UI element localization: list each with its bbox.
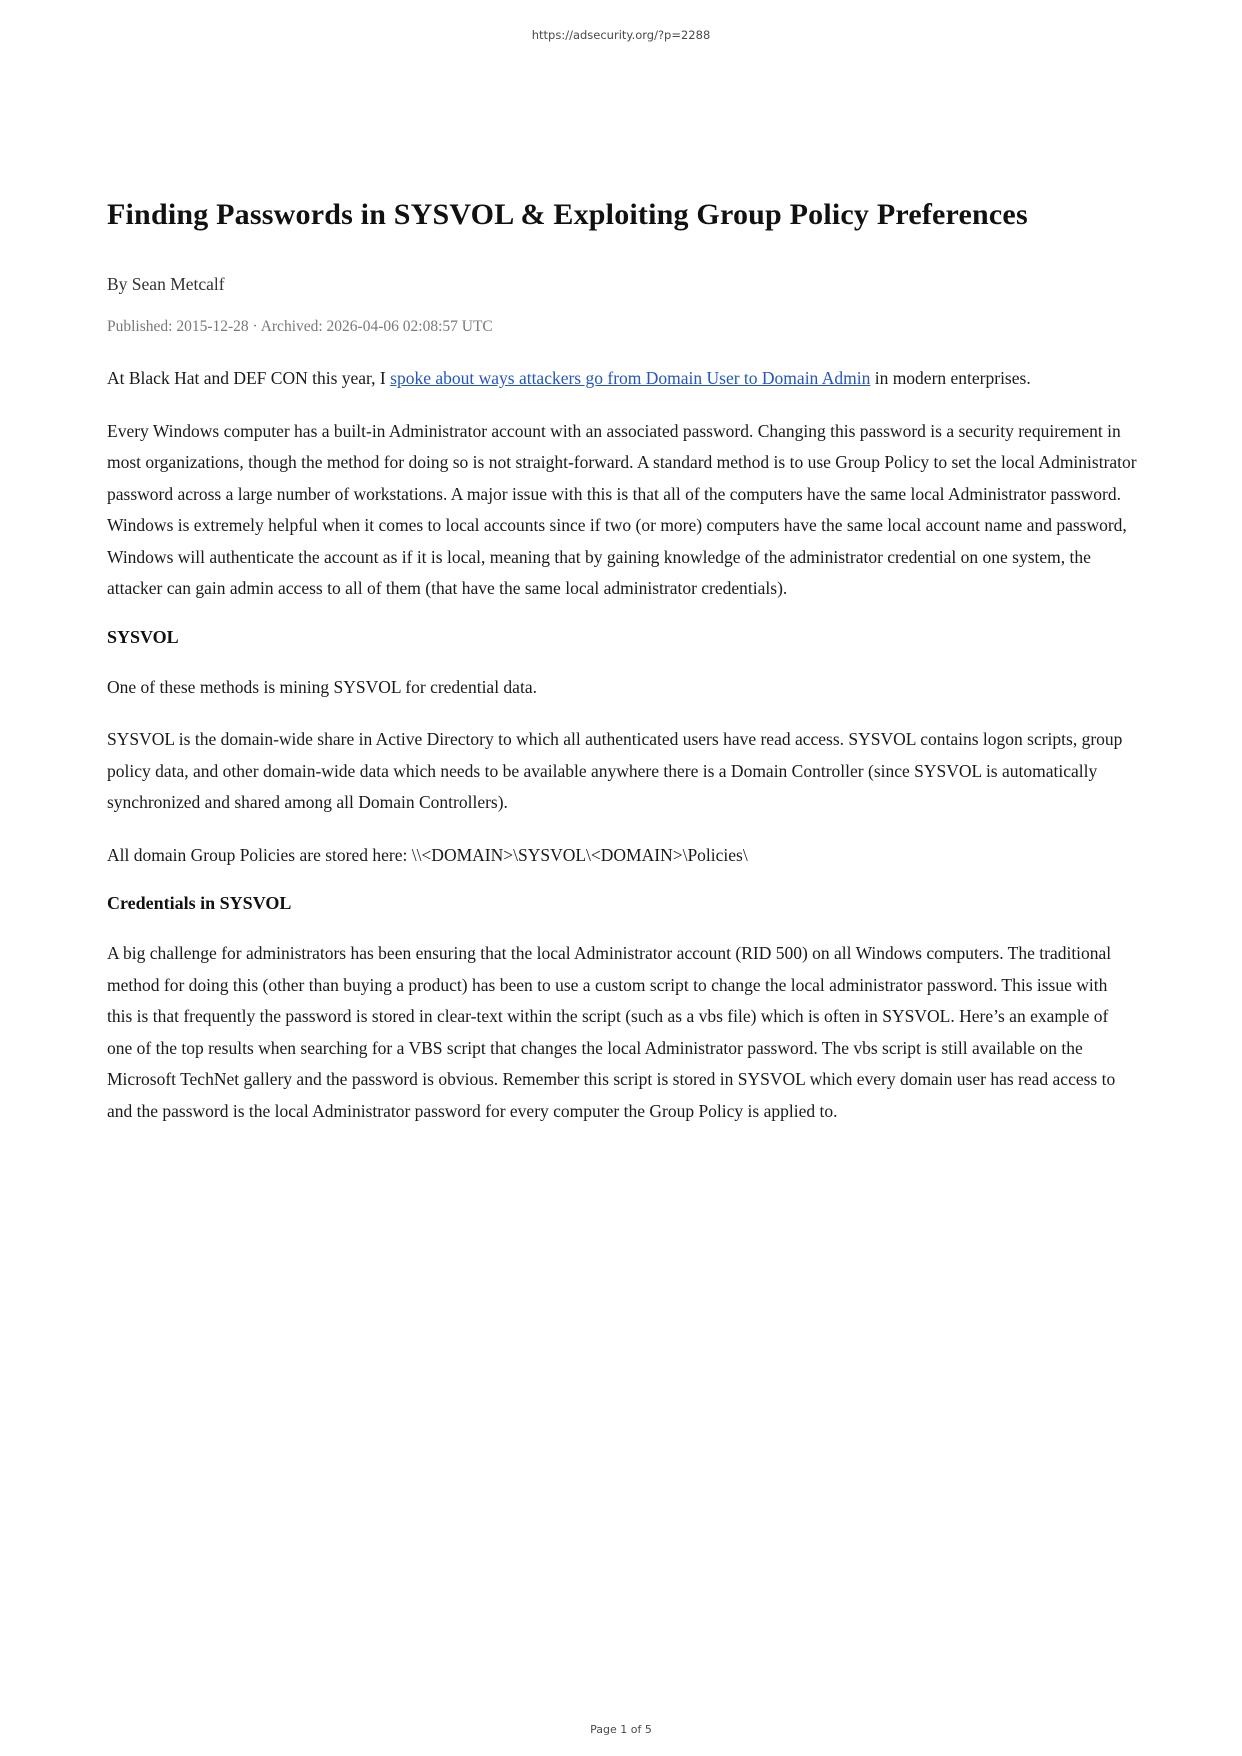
heading-credentials-in-sysvol: Credentials in SYSVOL — [107, 893, 292, 913]
article-title: Finding Passwords in SYSVOL & Exploiting Group Policy Preferences — [107, 198, 1028, 231]
publish-meta: Published: 2015-12-28 · Archived: 2026-04-06 02:08:57 UTC — [107, 318, 493, 335]
paragraph-mining-sysvol: One of these methods is mining SYSVOL for credential data. — [107, 676, 537, 697]
intro-paragraph — [107, 363, 1137, 395]
paragraph-admin-password: Every Windows computer has a built-in Administrator account with an associated password. Changing this password is a security requirement in most organizations, though the method for doing so is not straight-forward. A standard method is to use Group Policy to set the local Administrator password across a large number of workstations. A major issue with this is that all of the computers have the same local Administrator password. Windows is extremely helpful when it comes to local accounts since if two (or more) computers have the same local account name and password, Windows will authenticate the account as if it is local, meaning that by gaining knowledge of the administrator credential on one system, the attacker can gain admin access to all of them (that have the same local administrator credentials). — [107, 420, 1137, 598]
intro-prefix: At Black Hat and DEF CON this year, I — [107, 368, 391, 388]
page-number: Page 1 of 5 — [590, 1723, 652, 1736]
paragraph-admin-challenge: A big challenge for administrators has been ensuring that the local Administrator account (RID 500) on all Windows computers. The traditional method for doing this (other than buying a product) has been to use a custom script to change the local administrator password. This issue with this is that frequently the password is stored in clear-text within the script (such as a vbs file) which is often in SYSVOL. Here’s an example of one of the top results when searching for a VBS script that changes the local Administrator password. The vbs script is still available on the Microsoft TechNet gallery and the password is obvious. Remember this script is stored in SYSVOL which every domain user has read access to and the password is the local Administrator password for every computer the Group Policy is applied to. — [107, 943, 1116, 1121]
heading-sysvol: SYSVOL — [107, 626, 179, 647]
paragraph-sysvol-description: SYSVOL is the domain-wide share in Active Directory to which all authenticated users have read access. SYSVOL contains logon scripts, group policy data, and other domain-wide data which needs to be available anywhere there is a Domain Controller (since SYSVOL is automatically synchronized and shared among all Domain Controllers). — [107, 729, 1123, 812]
byline: By Sean Metcalf — [107, 274, 225, 294]
intro-suffix: in modern enterprises. — [870, 368, 1031, 388]
article-content — [107, 190, 1137, 1148]
paragraph-policies-path: All domain Group Policies are stored here: \\<DOMAIN>\SYSVOL\<DOMAIN>\Policies\ — [107, 844, 748, 865]
header-url: https://adsecurity.org/?p=2288 — [531, 28, 711, 42]
domain-admin-link[interactable]: spoke about ways attackers go from Domain User to Domain Admin — [390, 368, 871, 388]
